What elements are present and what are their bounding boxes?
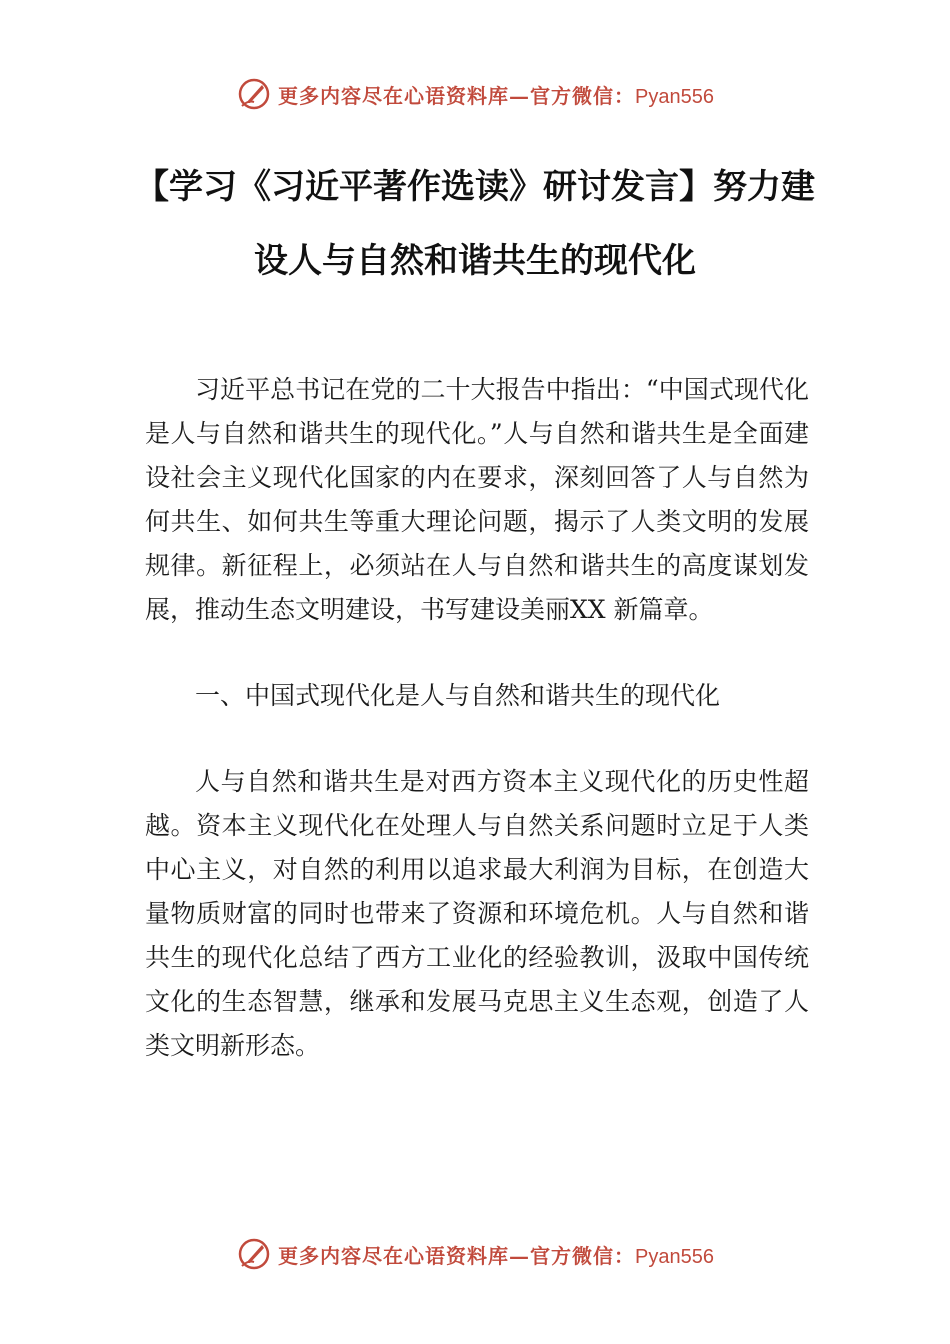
footer-watermark-banner — [0, 1232, 950, 1276]
document-body — [145, 368, 809, 1068]
quill-logo-icon — [236, 1236, 272, 1272]
section-1-paragraph: 人与自然和谐共生是对西方资本主义现代化的历史性超越。资本主义现代化在处理人与自然关系问题时立足于人类中心主义，对自然的利用以追求最大利润为目标，在创造大量物质财富的同时也带来了资源和环境危机。人与自然和谐共生的现代化总结了西方工业化的经验教训，汲取中国传统文化的生态智慧，继承和发展马克思主义生态观，创造了人类文明新形态。 — [145, 767, 809, 1060]
banner-text — [278, 1240, 714, 1269]
header-watermark-banner — [0, 72, 950, 116]
banner-label: 更多内容尽在心语资料库—官方微信： — [278, 1243, 636, 1268]
section-heading-1: 一、中国式现代化是人与自然和谐共生的现代化 — [195, 681, 721, 710]
wechat-id: Pyan556 — [635, 1245, 714, 1268]
intro-paragraph: 习近平总书记在党的二十大报告中指出：“中国式现代化是人与自然和谐共生的现代化。”人与自然和谐共生是全面建设社会主义现代化国家的内在要求，深刻回答了人与自然为何共生、如何共生等重大理论问题，揭示了人类文明的发展规律。新征程上，必须站在人与自然和谐共生的高度谋划发展，推动生态文明建设，书写建设美丽XX 新篇章。 — [145, 375, 809, 624]
wechat-id: Pyan556 — [635, 85, 714, 108]
quill-logo-icon — [236, 76, 272, 112]
spacer — [145, 632, 809, 674]
banner-text — [278, 80, 714, 109]
document-title: 【学习《习近平著作选读》研讨发言】努力建设人与自然和谐共生的现代化 — [135, 167, 815, 281]
banner-label: 更多内容尽在心语资料库—官方微信： — [278, 83, 636, 108]
spacer — [145, 718, 809, 760]
